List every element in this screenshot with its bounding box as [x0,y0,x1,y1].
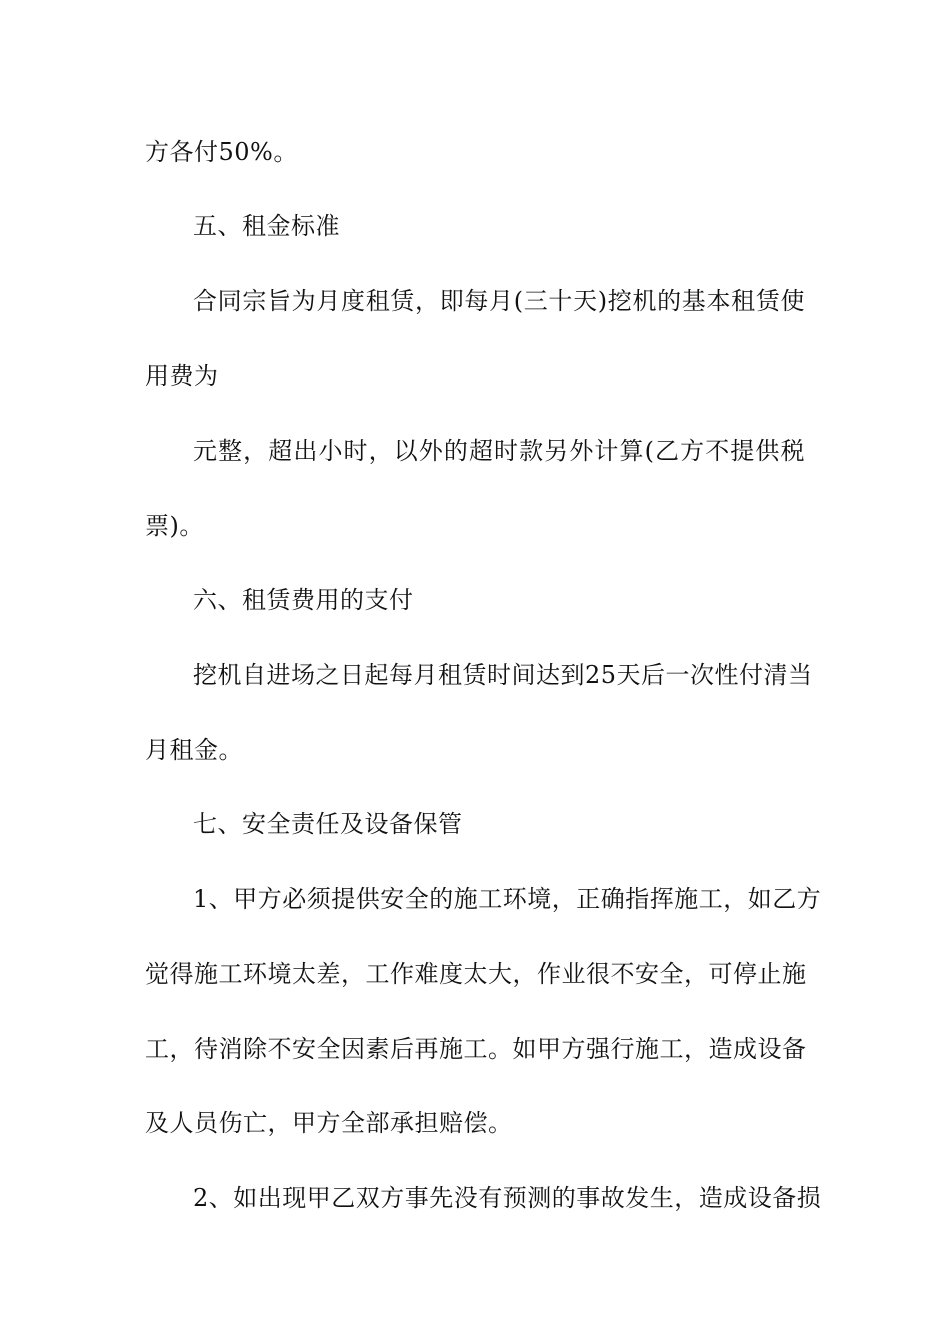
section-heading-rent-standard: 五、租金标准 [193,212,340,240]
section-heading-payment: 六、租赁费用的支付 [193,586,414,614]
paragraph-line: 合同宗旨为月度租赁，即每月(三十天)挖机的基本租赁使 [193,287,805,315]
paragraph-line: 票)。 [145,512,204,540]
paragraph-line: 元整，超出小时，以外的超时款另外计算(乙方不提供税 [193,437,805,465]
section-heading-safety: 七、安全责任及设备保管 [193,810,463,838]
paragraph-line: 挖机自进场之日起每月租赁时间达到25天后一次性付清当 [193,661,813,689]
paragraph-line: 及人员伤亡，甲方全部承担赔偿。 [145,1109,513,1137]
paragraph-line: 月租金。 [145,736,243,764]
paragraph-line: 觉得施工环境太差，工作难度太大，作业很不安全，可停止施 [145,960,807,988]
paragraph-line: 用费为 [145,362,219,390]
paragraph-line: 1、甲方必须提供安全的施工环境，正确指挥施工，如乙方 [193,885,822,913]
paragraph-line: 工，待消除不安全因素后再施工。如甲方强行施工，造成设备 [145,1035,807,1063]
paragraph-line: 方各付50%。 [145,138,298,166]
paragraph-line: 2、如出现甲乙双方事先没有预测的事故发生，造成设备损 [193,1184,822,1212]
